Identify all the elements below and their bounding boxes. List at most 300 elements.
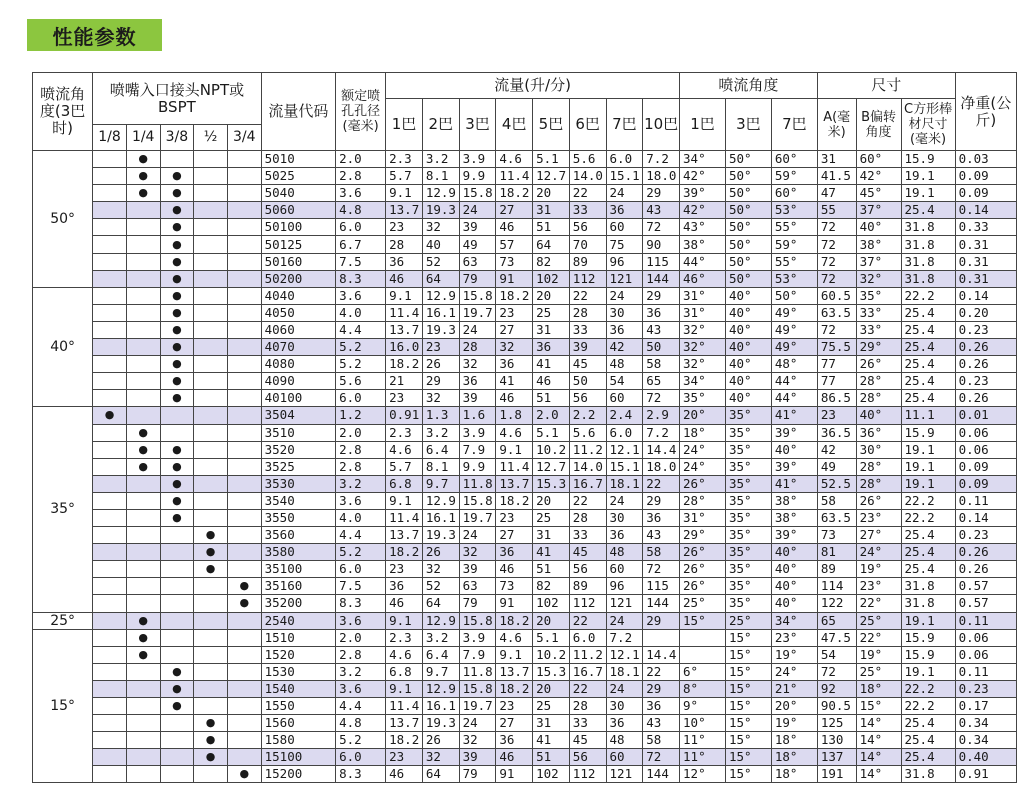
- inlet-size-cell: [93, 253, 127, 270]
- flow-rate-cell: 10.2: [533, 441, 570, 458]
- inlet-size-cell: [227, 390, 261, 407]
- flow-rate-cell: 13.7: [496, 663, 533, 680]
- flow-rate-cell: 112: [569, 595, 606, 612]
- flow-rate-cell: 12.1: [606, 646, 643, 663]
- spray-angle-cell: 20°: [680, 407, 726, 424]
- flow-rate-cell: 6.0: [569, 629, 606, 646]
- flow-rate-cell: 1.3: [422, 407, 459, 424]
- flow-rate-cell: 46: [386, 270, 423, 287]
- orifice-cell: 6.0: [336, 219, 386, 236]
- inlet-size-cell: [194, 202, 228, 219]
- inlet-size-cell: [160, 185, 194, 202]
- inlet-size-cell: [160, 321, 194, 338]
- section-title: 性能参数: [27, 19, 162, 51]
- inlet-size-cell: [126, 253, 160, 270]
- inlet-size-cell: [126, 441, 160, 458]
- flow-rate-cell: 16.1: [422, 698, 459, 715]
- inlet-size-cell: [194, 527, 228, 544]
- flow-rate-cell: 32: [459, 544, 496, 561]
- spray-angle-cell: 15°: [725, 680, 771, 697]
- flow-code-cell: 35160: [261, 578, 336, 595]
- flow-code-cell: 5040: [261, 185, 336, 202]
- flow-rate-cell: 36: [606, 202, 643, 219]
- table-row: [33, 151, 1017, 168]
- orifice-cell: 4.8: [336, 715, 386, 732]
- flow-rate-cell: 51: [533, 749, 570, 766]
- weight-cell: 0.40: [955, 749, 1016, 766]
- spray-angle-group-label: 35°: [33, 407, 93, 612]
- flow-rate-cell: 29: [643, 185, 680, 202]
- flow-rate-cell: 13.7: [386, 527, 423, 544]
- inlet-size-cell: [93, 373, 127, 390]
- spray-angle-cell: 25°: [725, 612, 771, 629]
- flow-rate-cell: 13.7: [386, 715, 423, 732]
- flow-rate-cell: 7.9: [459, 646, 496, 663]
- flow-code-cell: 50160: [261, 253, 336, 270]
- orifice-cell: 8.3: [336, 270, 386, 287]
- flow-rate-cell: 15.8: [459, 287, 496, 304]
- inlet-size-cell: [227, 151, 261, 168]
- spray-angle-cell: 18°: [771, 749, 817, 766]
- flow-rate-cell: 5.7: [386, 458, 423, 475]
- flow-rate-cell: 16.7: [569, 663, 606, 680]
- weight-cell: 0.31: [955, 253, 1016, 270]
- inlet-size-cell: [126, 458, 160, 475]
- inlet-size-cell: [160, 732, 194, 749]
- flow-pressure-1: 1巴: [386, 99, 423, 151]
- inlet-size-cell: [93, 441, 127, 458]
- flow-rate-cell: 60: [606, 219, 643, 236]
- flow-rate-cell: 4.6: [496, 629, 533, 646]
- flow-rate-cell: 115: [643, 253, 680, 270]
- inlet-size-3-8: 3/8: [160, 125, 194, 151]
- flow-rate-cell: 51: [533, 561, 570, 578]
- table-row: [33, 509, 1017, 526]
- spray-angle-cell: 26°: [680, 475, 726, 492]
- availability-dot-icon: ●: [138, 630, 149, 644]
- inlet-size-cell: [126, 270, 160, 287]
- flow-code-cell: 1510: [261, 629, 336, 646]
- flow-rate-cell: 14.4: [643, 646, 680, 663]
- inlet-size-cell: [227, 732, 261, 749]
- flow-rate-cell: 2.3: [386, 151, 423, 168]
- spray-angle-cell: 35°: [725, 595, 771, 612]
- spray-angle-cell: 19°: [771, 646, 817, 663]
- inlet-size-cell: [126, 356, 160, 373]
- inlet-size-cell: [126, 390, 160, 407]
- flow-code-cell: 50200: [261, 270, 336, 287]
- dim-c-cell: 31.8: [901, 219, 955, 236]
- spray-angle-cell: 26°: [680, 578, 726, 595]
- spray-angle-cell: 15°: [725, 646, 771, 663]
- orifice-header: 额定喷孔孔径(毫米): [336, 73, 386, 151]
- flow-rate-cell: 2.2: [569, 407, 606, 424]
- flow-rate-cell: 6.8: [386, 475, 423, 492]
- dim-c-cell: 25.4: [901, 202, 955, 219]
- weight-cell: 0.20: [955, 304, 1016, 321]
- flow-rate-cell: 11.8: [459, 475, 496, 492]
- weight-cell: 0.26: [955, 390, 1016, 407]
- spray-angle-cell: 40°: [725, 304, 771, 321]
- flow-rate-cell: 12.9: [422, 680, 459, 697]
- dim-c-cell: 25.4: [901, 321, 955, 338]
- dim-b-cell: 14°: [856, 766, 901, 783]
- flow-rate-cell: 24: [459, 527, 496, 544]
- dim-b-cell: 26°: [856, 356, 901, 373]
- orifice-cell: 4.4: [336, 698, 386, 715]
- dim-b-cell: 14°: [856, 732, 901, 749]
- spray-angle-cell: 34°: [771, 612, 817, 629]
- spray-angle-header: 喷流角度(3巴时): [33, 73, 93, 151]
- dim-a-cell: 75.5: [817, 339, 856, 356]
- spray-angle-cell: 11°: [680, 749, 726, 766]
- dim-a-cell: 191: [817, 766, 856, 783]
- flow-rate-cell: 144: [643, 270, 680, 287]
- spray-angle-cell: [680, 629, 726, 646]
- flow-rate-cell: 36: [533, 339, 570, 356]
- inlet-size-cell: [93, 390, 127, 407]
- flow-rate-cell: 46: [496, 390, 533, 407]
- flow-rate-cell: 12.9: [422, 185, 459, 202]
- spray-angle-cell: 34°: [680, 373, 726, 390]
- flow-rate-cell: 28: [569, 698, 606, 715]
- inlet-size-cell: [227, 766, 261, 783]
- inlet-size-1-8: 1/8: [93, 125, 127, 151]
- flow-rate-cell: 32: [422, 219, 459, 236]
- flow-rate-cell: 11.4: [496, 168, 533, 185]
- flow-rate-cell: 2.0: [533, 407, 570, 424]
- inlet-size-cell: [93, 595, 127, 612]
- inlet-size-cell: [126, 321, 160, 338]
- inlet-size-cell: [160, 527, 194, 544]
- spray-angle-cell: 39°: [771, 458, 817, 475]
- spray-angle-cell: 55°: [771, 253, 817, 270]
- dim-b-cell: 14°: [856, 749, 901, 766]
- spray-angle-cell: 15°: [725, 629, 771, 646]
- table-row: [33, 236, 1017, 253]
- flow-rate-cell: 32: [422, 749, 459, 766]
- inlet-size-cell: [126, 492, 160, 509]
- flow-rate-cell: 14.0: [569, 458, 606, 475]
- spray-angle-cell: 41°: [771, 475, 817, 492]
- table-row: [33, 680, 1017, 697]
- flow-rate-cell: 63: [459, 578, 496, 595]
- inlet-size-cell: [194, 270, 228, 287]
- inlet-size-cell: [93, 270, 127, 287]
- availability-dot-icon: ●: [172, 340, 182, 354]
- inlet-size-cell: [194, 561, 228, 578]
- inlet-size-cell: [93, 766, 127, 783]
- flow-rate-cell: 20: [533, 185, 570, 202]
- spray-angle-cell: 44°: [771, 390, 817, 407]
- flow-code-cell: 3525: [261, 458, 336, 475]
- inlet-size-cell: [160, 304, 194, 321]
- flow-rate-cell: 19.3: [422, 527, 459, 544]
- flow-rate-cell: 23: [386, 390, 423, 407]
- flow-rate-cell: 28: [386, 236, 423, 253]
- dim-c-cell: 22.2: [901, 287, 955, 304]
- flow-rate-cell: 32: [459, 356, 496, 373]
- flow-rate-cell: 27: [496, 202, 533, 219]
- dim-b-cell: 33°: [856, 304, 901, 321]
- spray-angle-cell: 15°: [725, 715, 771, 732]
- dim-c-cell: 31.8: [901, 270, 955, 287]
- performance-table: [32, 72, 1017, 783]
- dim-c-cell: 25.4: [901, 715, 955, 732]
- dim-c-cell: 15.9: [901, 424, 955, 441]
- flow-rate-cell: 11.2: [569, 441, 606, 458]
- dim-a-cell: 137: [817, 749, 856, 766]
- spray-angle-cell: 15°: [680, 612, 726, 629]
- flow-rate-cell: 8.1: [422, 168, 459, 185]
- flow-rate-cell: 64: [422, 766, 459, 783]
- inlet-size-cell: [227, 578, 261, 595]
- inlet-size-cell: [126, 595, 160, 612]
- flow-rate-cell: 22: [643, 663, 680, 680]
- flow-code-cell: 3520: [261, 441, 336, 458]
- flow-rate-cell: 52: [422, 578, 459, 595]
- spray-angle-cell: 40°: [725, 287, 771, 304]
- flow-code-cell: 5010: [261, 151, 336, 168]
- table-row: [33, 595, 1017, 612]
- availability-dot-icon: ●: [172, 305, 182, 319]
- dim-c-cell: 19.1: [901, 663, 955, 680]
- flow-pressure-5: 5巴: [533, 99, 570, 151]
- inlet-size-cell: [93, 527, 127, 544]
- availability-dot-icon: ●: [138, 169, 149, 183]
- spray-angle-cell: 55°: [771, 219, 817, 236]
- dim-b-cell: 19°: [856, 646, 901, 663]
- flow-rate-cell: 27: [496, 715, 533, 732]
- availability-dot-icon: ●: [172, 254, 182, 268]
- dim-c-cell: 25.4: [901, 544, 955, 561]
- flow-rate-cell: 6.8: [386, 663, 423, 680]
- dim-b-cell: 33°: [856, 321, 901, 338]
- availability-dot-icon: ●: [172, 271, 182, 285]
- dim-c-cell: 31.8: [901, 766, 955, 783]
- flow-rate-cell: 40: [422, 236, 459, 253]
- spray-angle-cell: 40°: [725, 356, 771, 373]
- flow-code-cell: 3580: [261, 544, 336, 561]
- flow-rate-cell: 4.6: [496, 424, 533, 441]
- dim-a-header: A(毫米): [817, 99, 856, 151]
- availability-dot-icon: ●: [138, 186, 149, 200]
- flow-rate-cell: 73: [496, 253, 533, 270]
- availability-dot-icon: ●: [172, 203, 182, 217]
- flow-rate-cell: 41: [496, 373, 533, 390]
- inlet-size-cell: [126, 236, 160, 253]
- table-row: [33, 168, 1017, 185]
- dim-c-cell: 15.9: [901, 151, 955, 168]
- dim-b-cell: 28°: [856, 373, 901, 390]
- inlet-size-cell: [126, 766, 160, 783]
- flow-rate-cell: 23: [422, 339, 459, 356]
- table-body: [33, 151, 1017, 783]
- flow-rate-cell: 6.0: [606, 424, 643, 441]
- dim-a-cell: 23: [817, 407, 856, 424]
- spray-angle-cell: 15°: [725, 766, 771, 783]
- spray-angle-cell: 40°: [725, 373, 771, 390]
- flow-rate-cell: 39: [569, 339, 606, 356]
- dim-a-cell: 52.5: [817, 475, 856, 492]
- flow-rate-cell: 18.2: [496, 185, 533, 202]
- flow-rate-cell: 12.1: [606, 441, 643, 458]
- inlet-size-cell: [160, 356, 194, 373]
- flow-rate-cell: 79: [459, 270, 496, 287]
- dim-c-cell: 11.1: [901, 407, 955, 424]
- orifice-cell: 4.8: [336, 202, 386, 219]
- inlet-size-cell: [160, 749, 194, 766]
- flow-rate-cell: 18.2: [496, 612, 533, 629]
- flow-rate-cell: 79: [459, 595, 496, 612]
- dim-b-cell: 28°: [856, 458, 901, 475]
- inlet-size-cell: [227, 321, 261, 338]
- inlet-size-cell: [93, 475, 127, 492]
- inlet-size-cell: [160, 612, 194, 629]
- weight-cell: 0.23: [955, 373, 1016, 390]
- inlet-size-cell: [194, 732, 228, 749]
- flow-code-cell: 1550: [261, 698, 336, 715]
- dim-b-cell: 40°: [856, 407, 901, 424]
- spray-angle-group-label: 40°: [33, 287, 93, 407]
- dim-b-cell: 36°: [856, 424, 901, 441]
- inlet-size-cell: [160, 509, 194, 526]
- flow-rate-cell: 39: [459, 219, 496, 236]
- inlet-size-cell: [227, 424, 261, 441]
- weight-cell: 0.31: [955, 270, 1016, 287]
- spray-angle-cell: 49°: [771, 321, 817, 338]
- inlet-size-cell: [194, 287, 228, 304]
- inlet-size-cell: [93, 561, 127, 578]
- flow-rate-cell: 22: [569, 185, 606, 202]
- inlet-size-cell: [160, 441, 194, 458]
- inlet-size-cell: [93, 492, 127, 509]
- flow-rate-cell: 16.1: [422, 509, 459, 526]
- spray-angle-cell: 29°: [680, 527, 726, 544]
- flow-rate-cell: 36: [496, 544, 533, 561]
- flow-rate-cell: 20: [533, 492, 570, 509]
- inlet-size-cell: [160, 202, 194, 219]
- flow-rate-cell: 32: [496, 339, 533, 356]
- dim-c-cell: 15.9: [901, 629, 955, 646]
- flow-rate-cell: 29: [643, 680, 680, 697]
- table-row: [33, 544, 1017, 561]
- table-row: [33, 287, 1017, 304]
- flow-rate-cell: 23: [496, 698, 533, 715]
- spray-angle-cell: 38°: [771, 492, 817, 509]
- flow-rate-cell: 20: [533, 287, 570, 304]
- weight-cell: 0.14: [955, 202, 1016, 219]
- inlet-size-cell: [160, 390, 194, 407]
- dim-a-cell: 90.5: [817, 698, 856, 715]
- dim-c-cell: 31.8: [901, 595, 955, 612]
- availability-dot-icon: ●: [172, 664, 182, 678]
- spray-angle-cell: 34°: [680, 151, 726, 168]
- inlet-size-cell: [93, 236, 127, 253]
- flow-pressure-7: 7巴: [606, 99, 643, 151]
- flow-code-cell: 4080: [261, 356, 336, 373]
- orifice-cell: 3.6: [336, 612, 386, 629]
- inlet-size-cell: [227, 715, 261, 732]
- flow-rate-cell: 2.4: [606, 407, 643, 424]
- flow-rate-cell: 18.2: [386, 732, 423, 749]
- dim-b-cell: 27°: [856, 527, 901, 544]
- availability-dot-icon: ●: [172, 391, 182, 405]
- flow-rate-cell: 144: [643, 766, 680, 783]
- spray-angle-cell: 40°: [725, 339, 771, 356]
- dim-a-cell: 125: [817, 715, 856, 732]
- flow-rate-cell: 39: [459, 561, 496, 578]
- spray-angle-cell: 60°: [771, 151, 817, 168]
- spray-angle-cell: 39°: [771, 527, 817, 544]
- flow-rate-cell: 23: [496, 304, 533, 321]
- flow-rate-cell: 72: [643, 219, 680, 236]
- flow-rate-cell: 41: [533, 356, 570, 373]
- flow-rate-cell: 29: [643, 287, 680, 304]
- weight-cell: 0.14: [955, 287, 1016, 304]
- flow-rate-cell: 121: [606, 766, 643, 783]
- flow-rate-cell: 5.6: [569, 151, 606, 168]
- flow-code-cell: 1560: [261, 715, 336, 732]
- flow-rate-cell: 24: [606, 680, 643, 697]
- dim-b-cell: 28°: [856, 475, 901, 492]
- flow-rate-cell: 26: [422, 356, 459, 373]
- spray-angle-cell: 35°: [725, 441, 771, 458]
- dim-b-cell: 25°: [856, 663, 901, 680]
- dim-a-cell: 114: [817, 578, 856, 595]
- flow-rate-cell: 91: [496, 766, 533, 783]
- weight-cell: 0.57: [955, 578, 1016, 595]
- inlet-size-cell: [194, 509, 228, 526]
- flow-rate-cell: 16.7: [569, 475, 606, 492]
- orifice-cell: 3.6: [336, 287, 386, 304]
- inlet-size-cell: [227, 749, 261, 766]
- flow-rate-cell: 11.8: [459, 663, 496, 680]
- spray-angle-cell: 48°: [771, 356, 817, 373]
- flow-rate-cell: 7.2: [643, 151, 680, 168]
- flow-rate-cell: 18.0: [643, 168, 680, 185]
- flow-rate-cell: 18.2: [386, 356, 423, 373]
- spray-angle-cell: 42°: [680, 202, 726, 219]
- orifice-cell: 1.2: [336, 407, 386, 424]
- orifice-cell: 6.0: [336, 390, 386, 407]
- flow-rate-cell: 45: [569, 356, 606, 373]
- flow-rate-cell: 18.0: [643, 458, 680, 475]
- orifice-cell: 4.4: [336, 321, 386, 338]
- inlet-size-cell: [227, 287, 261, 304]
- flow-rate-cell: 25: [533, 698, 570, 715]
- orifice-cell: 3.6: [336, 185, 386, 202]
- flow-rate-cell: 15.8: [459, 680, 496, 697]
- flow-rate-cell: 64: [533, 236, 570, 253]
- dim-a-cell: 86.5: [817, 390, 856, 407]
- orifice-cell: 5.6: [336, 373, 386, 390]
- spray-angle-cell: 43°: [680, 219, 726, 236]
- inlet-size-cell: [227, 441, 261, 458]
- flow-rate-cell: 26: [422, 732, 459, 749]
- flow-code-cell: 2540: [261, 612, 336, 629]
- flow-rate-cell: 70: [569, 236, 606, 253]
- flow-rate-cell: 9.1: [386, 612, 423, 629]
- inlet-size-cell: [194, 698, 228, 715]
- inlet-size-cell: [126, 373, 160, 390]
- orifice-cell: 7.5: [336, 253, 386, 270]
- flow-rate-cell: 15.8: [459, 612, 496, 629]
- inlet-size-cell: [126, 698, 160, 715]
- spray-angle-cell: 40°: [771, 578, 817, 595]
- flow-rate-cell: 22: [569, 492, 606, 509]
- inlet-size-cell: [126, 219, 160, 236]
